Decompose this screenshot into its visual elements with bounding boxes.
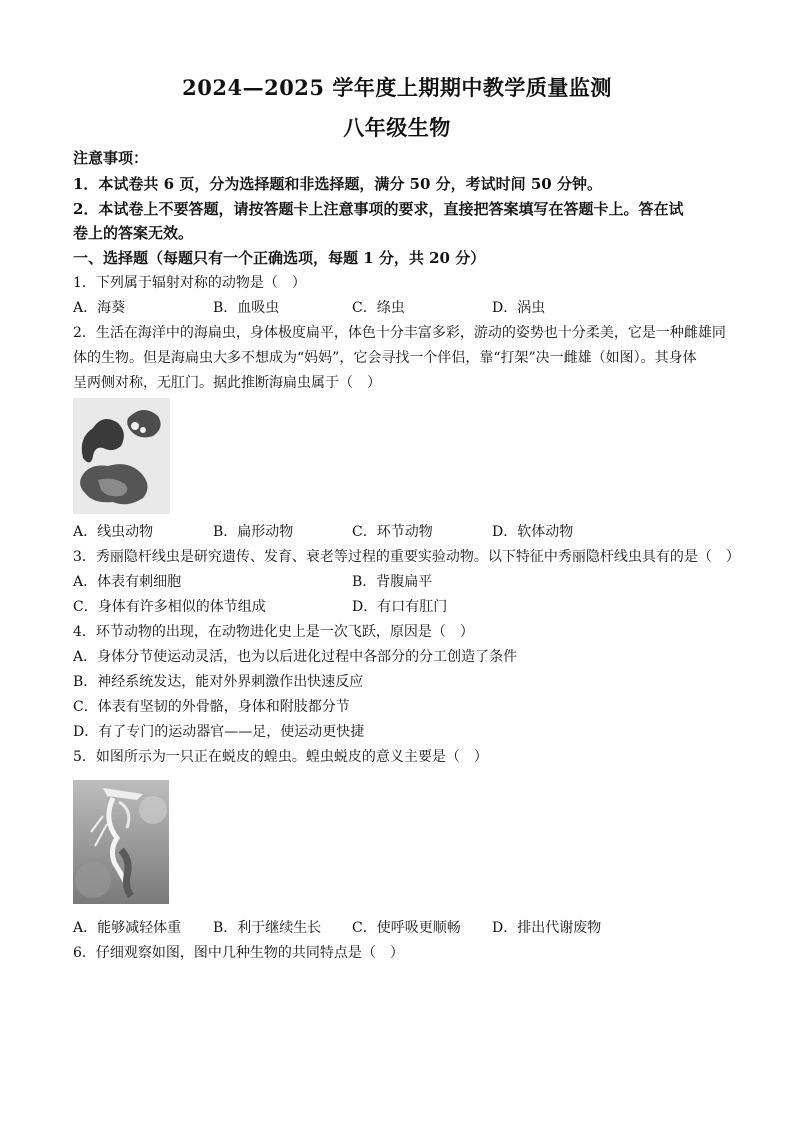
notice-item-1: 1．本试卷共 6 页，分为选择题和非选择题，满分 50 分，考试时间 50 分钟。 [73, 175, 602, 193]
question-4-option-a: A．身体分节使运动灵活，也为以后进化过程中各部分的分工创造了条件 [73, 649, 518, 665]
exam-subtitle: 八年级生物 [343, 115, 451, 140]
exam-title: 2024—2025 学年度上期期中教学质量监测 [182, 75, 612, 100]
question-2-option-b: B．扁形动物 [213, 524, 294, 540]
question-1-option-b: B．血吸虫 [213, 300, 280, 316]
question-1-option-c: C．绦虫 [352, 300, 405, 316]
question-3-option-b: B．背腹扁平 [352, 574, 433, 590]
notice-item-2-line-2: 卷上的答案无效。 [73, 224, 194, 242]
question-4-option-b: B．神经系统发达，能对外界刺激作出快速反应 [73, 674, 364, 690]
flatworm-photo [73, 398, 170, 514]
question-2-stem-line-3: 呈两侧对称，无肛门。据此推断海扁虫属于（ ） [73, 375, 381, 391]
question-5-option-c: C．使呼吸更顺畅 [352, 920, 461, 936]
notice-item-2-line-1: 2．本试卷上不要答题，请按答题卡上注意事项的要求，直接把答案填写在答题卡上。答在试 [73, 200, 684, 218]
question-3-option-d: D．有口有肛门 [352, 599, 448, 615]
question-3-option-a: A．体表有刺细胞 [73, 574, 182, 590]
molting-locust-photo [73, 780, 169, 904]
notice-heading: 注意事项： [73, 149, 149, 167]
question-3-stem: 3．秀丽隐杆线虫是研究遗传、发育、衰老等过程的重要实验动物。以下特征中秀丽隐杆线虫具有的是（ ） [73, 549, 740, 565]
question-1-option-d: D．涡虫 [492, 300, 546, 316]
question-2-stem-line-1: 2．生活在海洋中的海扁虫，身体极度扁平，体色十分丰富多彩，游动的姿势也十分柔美，它是一种雌雄同 [73, 325, 726, 341]
question-6-stem: 6．仔细观察如图，图中几种生物的共同特点是（ ） [73, 945, 404, 961]
question-5-option-a: A．能够减轻体重 [73, 920, 182, 936]
question-3-option-c: C．身体有许多相似的体节组成 [73, 599, 266, 615]
question-4-option-d: D．有了专门的运动器官——足，使运动更快捷 [73, 724, 365, 740]
question-4-stem: 4．环节动物的出现，在动物进化史上是一次飞跃，原因是（ ） [73, 624, 474, 640]
question-5-option-d: D．排出代谢废物 [492, 920, 602, 936]
question-2-option-c: C．环节动物 [352, 524, 433, 540]
section-heading: 一、选择题（每题只有一个正确选项，每题 1 分，共 20 分） [73, 249, 486, 267]
question-5-stem: 5．如图所示为一只正在蜕皮的蝗虫。蝗虫蜕皮的意义主要是（ ） [73, 749, 488, 765]
question-1-option-a: A．海葵 [73, 300, 126, 316]
question-5-option-b: B．利于继续生长 [213, 920, 322, 936]
question-2-option-a: A．线虫动物 [73, 524, 154, 540]
question-1-stem: 1．下列属于辐射对称的动物是（ ） [73, 275, 306, 291]
question-4-option-c: C．体表有坚韧的外骨骼，身体和附肢都分节 [73, 699, 350, 715]
question-2-option-d: D．软体动物 [492, 524, 574, 540]
question-2-stem-line-2: 体的生物。但是海扁虫大多不想成为“妈妈”，它会寻找一个伴侣，靠“打架”决一雌雄（如图）。其身体 [73, 350, 697, 366]
